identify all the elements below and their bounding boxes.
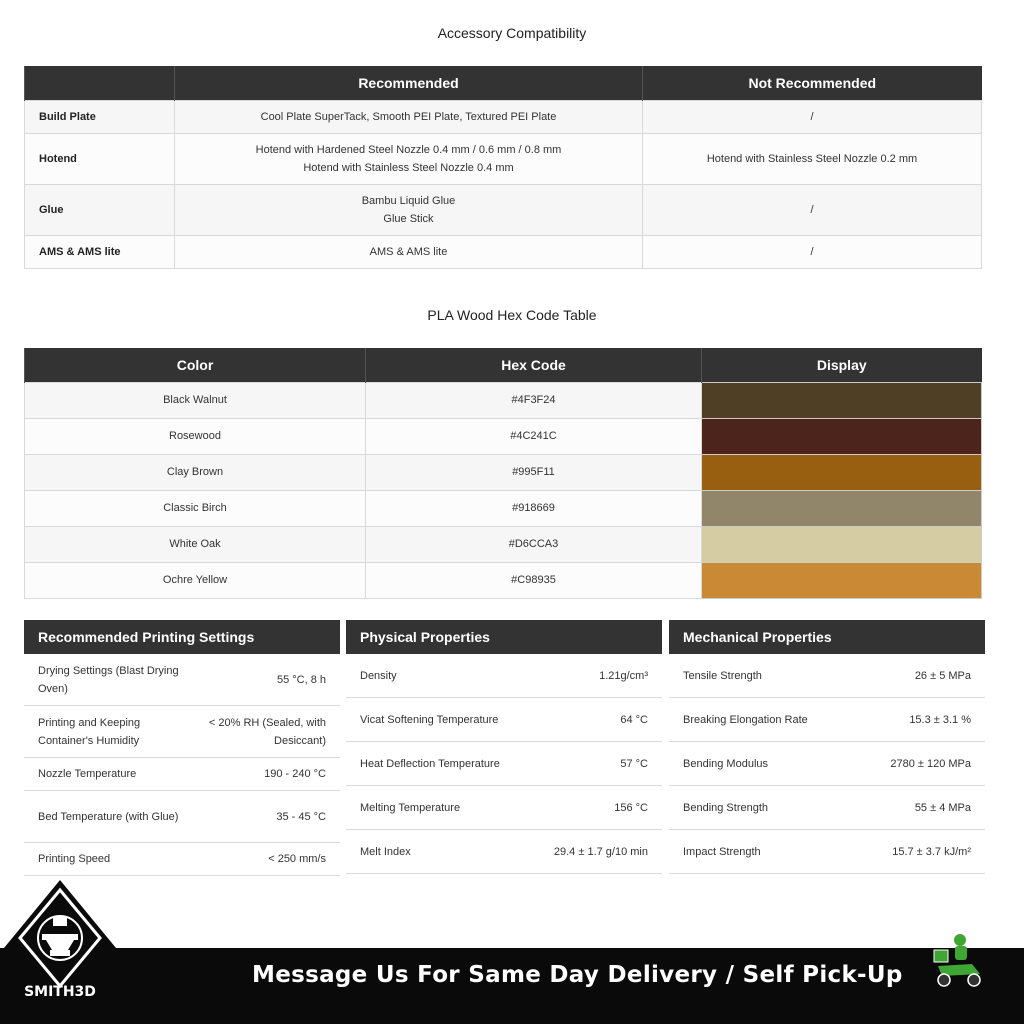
hex-code-value: #C98935 xyxy=(366,562,702,598)
property-value: < 20% RH (Sealed, with Desiccant) xyxy=(208,716,326,747)
property-label: Tensile Strength xyxy=(683,669,762,682)
property-row xyxy=(669,830,985,874)
accessory-header-blank xyxy=(25,66,175,100)
accessory-row-label: AMS & AMS lite xyxy=(25,235,175,268)
logo-text: SMITH3D xyxy=(24,984,96,1000)
accessory-row-label: Hotend xyxy=(25,133,175,184)
property-row xyxy=(669,698,985,742)
accessory-title: Accessory Compatibility xyxy=(437,25,587,41)
property-label: Bed Temperature (with Glue) xyxy=(38,810,179,823)
hex-header-hex-code: Hex Code xyxy=(366,348,702,382)
accessory-table xyxy=(24,66,982,269)
property-value: 57 °C xyxy=(620,757,648,770)
accessory-recommended-cell: AMS & AMS lite xyxy=(175,235,643,268)
printing-settings-panel xyxy=(24,620,340,876)
property-label: Drying Settings (Blast Drying Oven) xyxy=(38,664,179,695)
property-value: 29.4 ± 1.7 g/10 min xyxy=(553,845,648,858)
hex-color-name: Rosewood xyxy=(25,418,366,454)
property-label: Bending Strength xyxy=(683,801,769,814)
hex-row xyxy=(25,382,982,418)
delivery-banner-text: Message Us For Same Day Delivery / Self Pick-Up xyxy=(252,962,903,988)
color-swatch xyxy=(702,454,982,490)
accessory-header-not-recommended: Not Recommended xyxy=(643,66,982,100)
hex-color-name: Black Walnut xyxy=(25,382,366,418)
property-value: 15.7 ± 3.7 kJ/m² xyxy=(892,845,971,858)
mechanical-properties-title: Mechanical Properties xyxy=(669,620,985,654)
hex-color-name: White Oak xyxy=(25,526,366,562)
color-swatch xyxy=(702,418,982,454)
property-row xyxy=(24,791,340,843)
accessory-not-recommended-cell: / xyxy=(643,235,982,268)
accessory-not-recommended-cell: / xyxy=(643,184,982,235)
property-value: 156 °C xyxy=(614,801,648,814)
hex-row xyxy=(25,418,982,454)
property-row xyxy=(669,742,985,786)
property-value: 55 ± 4 MPa xyxy=(914,801,971,814)
property-row xyxy=(346,786,662,830)
hex-row xyxy=(25,562,982,598)
property-label: Printing Speed xyxy=(38,853,111,865)
accessory-row-label: Glue xyxy=(25,184,175,235)
property-row xyxy=(24,843,340,876)
hex-header-color: Color xyxy=(25,348,366,382)
printing-settings-title: Recommended Printing Settings xyxy=(24,620,340,654)
property-label: Vicat Softening Temperature xyxy=(360,713,499,726)
hex-code-table xyxy=(24,348,982,599)
property-label: Density xyxy=(360,669,397,682)
property-label: Melt Index xyxy=(360,845,411,858)
property-value: 1.21g/cm³ xyxy=(599,669,648,682)
hex-color-name: Ochre Yellow xyxy=(25,562,366,598)
property-label: Bending Modulus xyxy=(683,757,769,770)
property-row xyxy=(669,786,985,830)
property-label: Printing and Keeping Container's Humidity xyxy=(38,716,141,747)
property-row xyxy=(669,654,985,698)
hex-row xyxy=(25,526,982,562)
accessory-recommended-cell: Cool Plate SuperTack, Smooth PEI Plate, Textured PEI Plate xyxy=(175,100,643,133)
delivery-scooter-icon xyxy=(928,930,988,994)
hex-row xyxy=(25,490,982,526)
physical-properties-panel xyxy=(346,620,662,874)
mechanical-properties-panel xyxy=(669,620,985,874)
property-label: Breaking Elongation Rate xyxy=(683,713,808,726)
property-row xyxy=(24,654,340,706)
property-value: 26 ± 5 MPa xyxy=(914,669,971,682)
hex-code-value: #4C241C xyxy=(366,418,702,454)
anvil-logo-icon xyxy=(0,876,120,1024)
accessory-row xyxy=(25,133,982,184)
property-value: < 250 mm/s xyxy=(268,853,326,865)
accessory-row-label: Build Plate xyxy=(25,100,175,133)
hex-color-name: Classic Birch xyxy=(25,490,366,526)
accessory-recommended-cell: Hotend with Hardened Steel Nozzle 0.4 mm / 0.6 mm / 0.8 mm Hotend with Stainless Steel Nozzle 0.4 mm xyxy=(175,133,643,184)
accessory-not-recommended-cell: Hotend with Stainless Steel Nozzle 0.2 mm xyxy=(643,133,982,184)
hex-code-value: #918669 xyxy=(366,490,702,526)
hex-table-title: PLA Wood Hex Code Table xyxy=(427,307,597,323)
property-label: Impact Strength xyxy=(683,845,761,858)
property-label: Melting Temperature xyxy=(360,801,461,814)
property-value: 64 °C xyxy=(620,713,648,726)
hex-code-value: #D6CCA3 xyxy=(366,526,702,562)
accessory-row xyxy=(25,184,982,235)
property-row xyxy=(346,742,662,786)
accessory-row xyxy=(25,235,982,268)
property-value: 55 °C, 8 h xyxy=(276,673,326,686)
accessory-header-recommended: Recommended xyxy=(175,66,643,100)
property-row xyxy=(346,698,662,742)
property-label: Nozzle Temperature xyxy=(38,768,137,780)
property-value: 15.3 ± 3.1 % xyxy=(909,713,971,726)
property-row xyxy=(346,830,662,874)
color-swatch xyxy=(702,490,982,526)
accessory-not-recommended-cell: / xyxy=(643,100,982,133)
color-swatch xyxy=(702,562,982,598)
hex-header-display: Display xyxy=(702,348,982,382)
property-row xyxy=(24,758,340,791)
hex-code-value: #995F11 xyxy=(366,454,702,490)
color-swatch xyxy=(702,382,982,418)
hex-color-name: Clay Brown xyxy=(25,454,366,490)
hex-row xyxy=(25,454,982,490)
accessory-row xyxy=(25,100,982,133)
property-row xyxy=(24,706,340,758)
accessory-recommended-cell: Bambu Liquid Glue Glue Stick xyxy=(175,184,643,235)
property-row xyxy=(346,654,662,698)
property-value: 2780 ± 120 MPa xyxy=(890,757,971,770)
color-swatch xyxy=(702,526,982,562)
hex-code-value: #4F3F24 xyxy=(366,382,702,418)
property-value: 35 - 45 °C xyxy=(276,810,326,823)
property-value: 190 - 240 °C xyxy=(264,768,326,780)
property-label: Heat Deflection Temperature xyxy=(360,757,500,770)
physical-properties-title: Physical Properties xyxy=(346,620,662,654)
